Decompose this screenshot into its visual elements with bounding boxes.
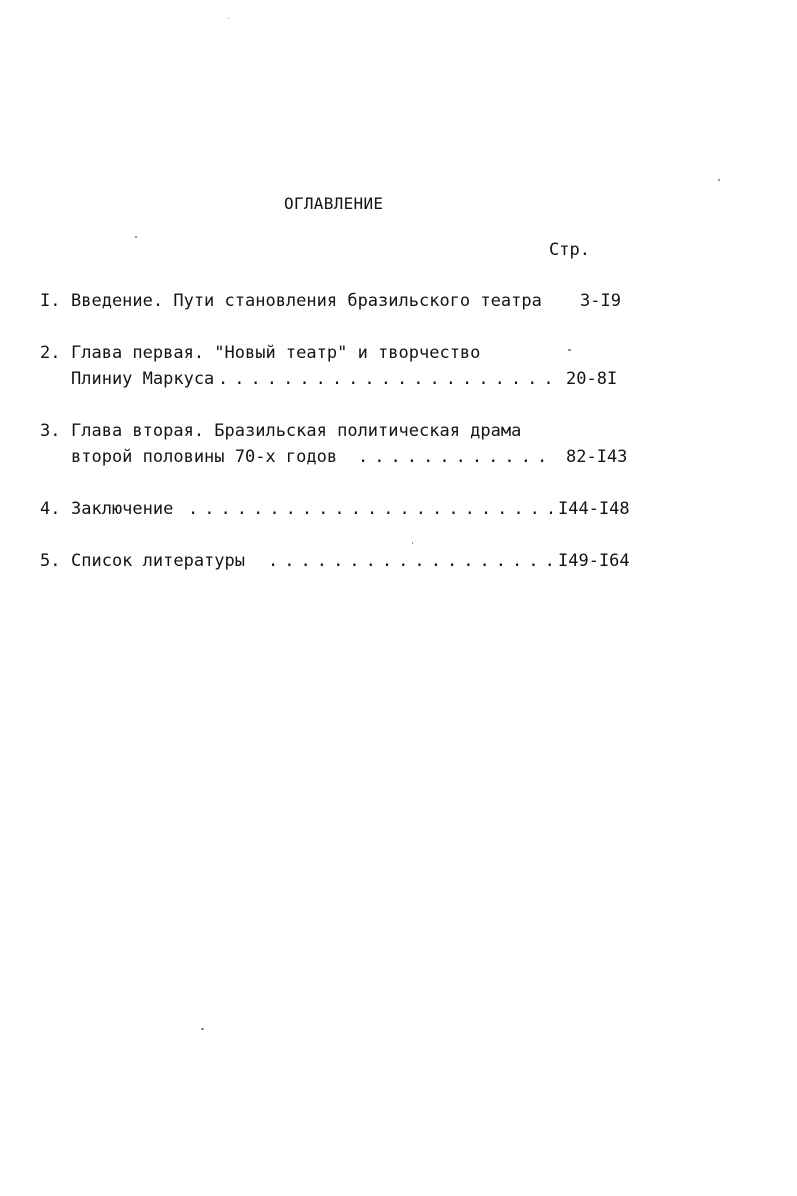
entry-pages: 82-I43 [566, 447, 628, 467]
page-column-label: Стр. [549, 240, 590, 260]
entry-pages: 3-I9 [580, 291, 621, 311]
entry-number: 3. [40, 421, 61, 441]
scan-speck [135, 236, 137, 238]
scan-speck [412, 542, 413, 544]
entry-text: Список литературы [71, 551, 245, 571]
scan-speck [568, 349, 571, 351]
entry-text-continued: второй половины 70-х годов [71, 447, 338, 467]
page-title: ОГЛАВЛЕНИЕ [284, 194, 384, 213]
entry-number: 4. [40, 499, 61, 519]
scan-speck [201, 1028, 204, 1030]
dot-leader [218, 368, 556, 390]
entry-pages: I49-I64 [558, 551, 630, 571]
entry-number: I. [40, 291, 61, 311]
dot-leader [268, 550, 556, 572]
entry-number: 5. [40, 551, 61, 571]
entry-text: Глава первая. "Новый театр" и творчество [71, 343, 481, 363]
entry-text: Введение. Пути становления бразильского театра [71, 291, 542, 311]
dot-leader [358, 446, 556, 468]
entry-text: Заключение [71, 499, 174, 519]
entry-number: 2. [40, 343, 61, 363]
scan-speck [718, 179, 720, 181]
scan-speck [228, 18, 229, 19]
entry-text: Глава вторая. Бразильская политическая драма [71, 421, 522, 441]
dot-leader [188, 498, 556, 520]
entry-pages: 20-8I [566, 369, 618, 389]
entry-text-continued: Плиниу Маркуса [71, 369, 215, 389]
entry-pages: I44-I48 [558, 499, 630, 519]
